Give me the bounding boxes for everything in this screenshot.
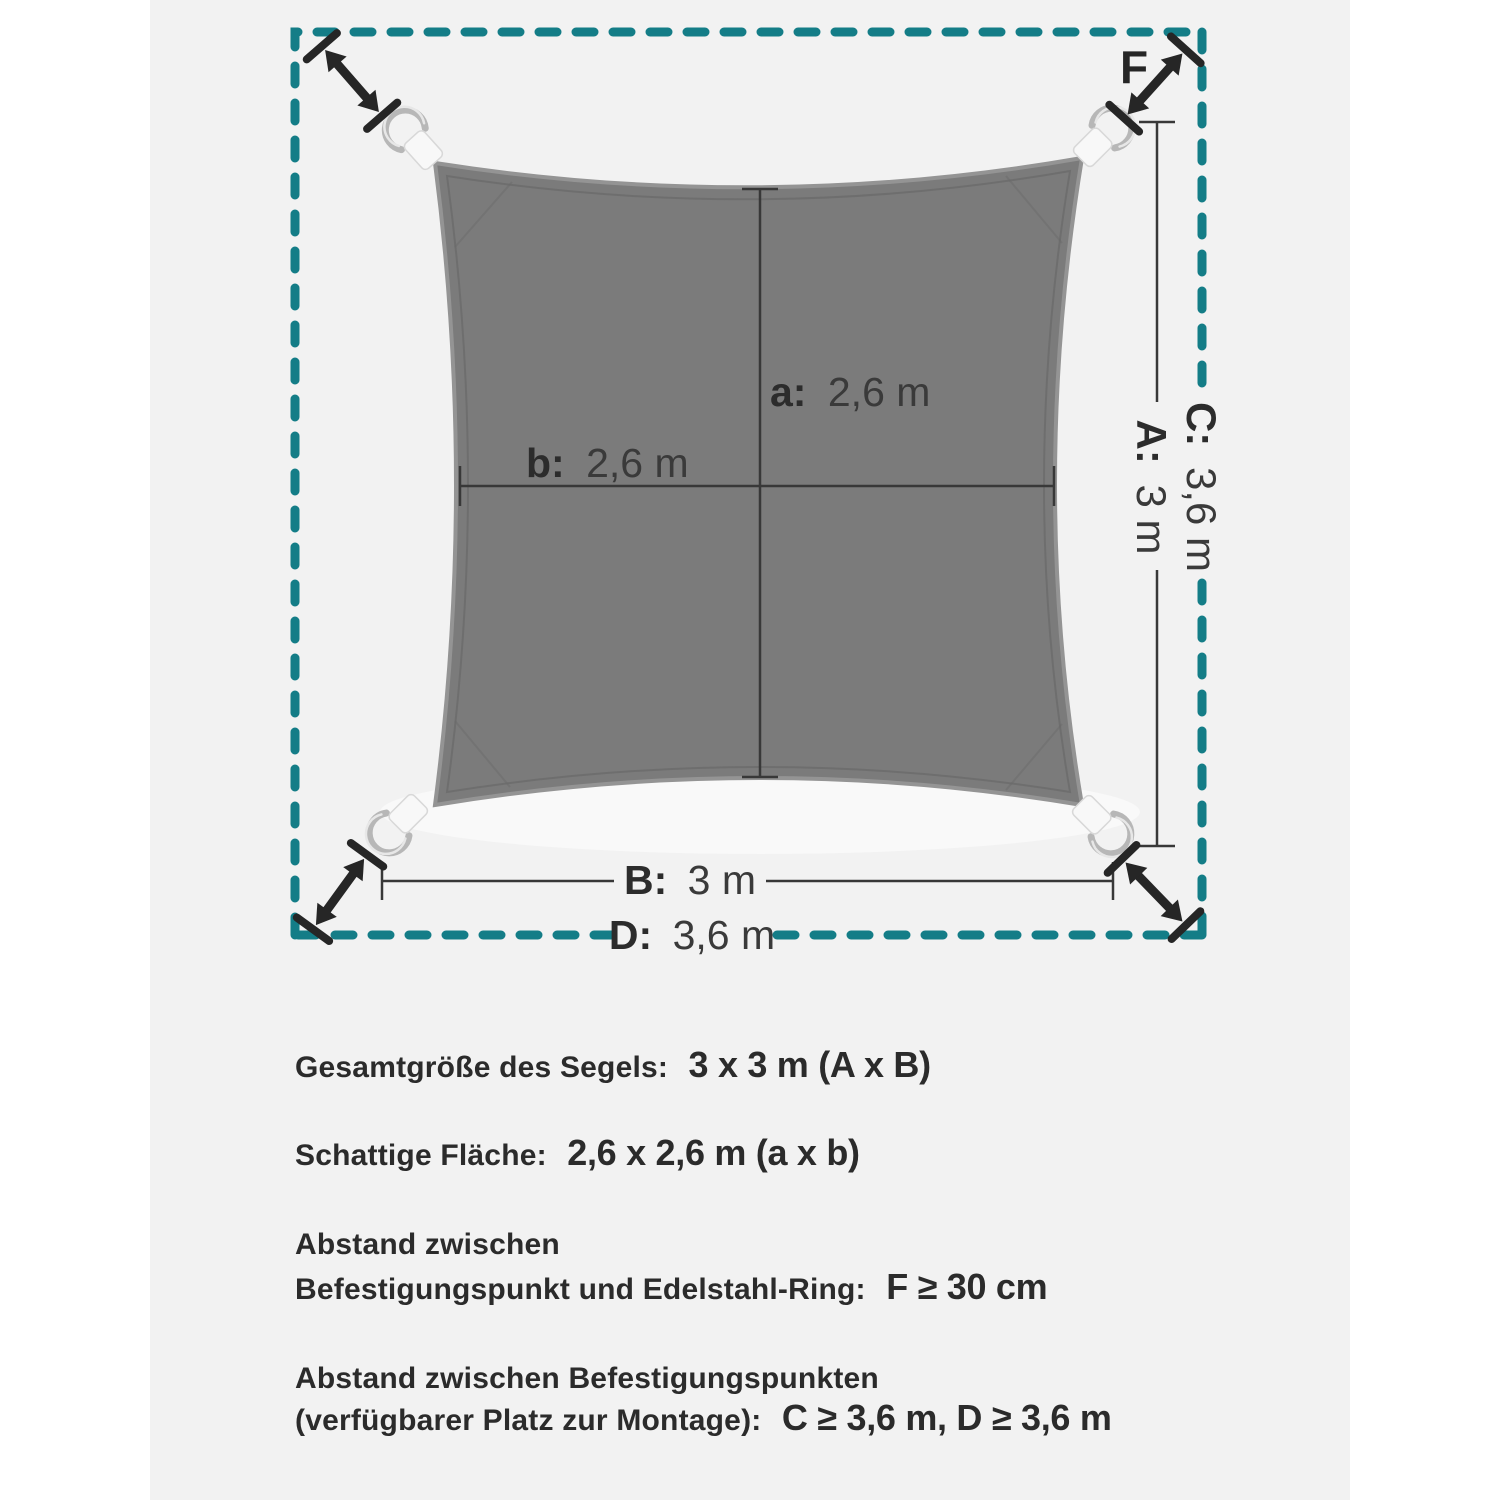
label-F: F (1119, 41, 1149, 93)
distance-arrow-top-left (307, 33, 398, 129)
spec-mount-distance-value: C ≥ 3,6 m, D ≥ 3,6 m (781, 1397, 1112, 1438)
spec-shaded-area-label: Schattige Fläche: (295, 1139, 547, 1172)
spec-mount-distance-line2: (verfügbarer Platz zur Montage): C ≥ 3,6 m, D ≥ 3,6 m (295, 1397, 1112, 1438)
label-a: a: 2,6 m (770, 369, 931, 415)
spec-total-size-label: Gesamtgröße des Segels: (295, 1051, 669, 1084)
spec-ring-distance-value: F ≥ 30 cm (886, 1266, 1048, 1307)
spec-total-size (295, 1044, 931, 1085)
spec-shaded-area (295, 1132, 860, 1173)
spec-total-size-value: 3 x 3 m (A x B) (688, 1044, 931, 1085)
label-C: C: 3,6 m (1178, 401, 1225, 573)
label-D: D: 3,6 m (608, 912, 776, 958)
label-b: b: 2,6 m (526, 440, 689, 486)
spec-ring-distance-line2: Befestigungspunkt und Edelstahl-Ring: F ≥ 30 cm (295, 1266, 1048, 1307)
spec-shaded-area-value: 2,6 x 2,6 m (a x b) (567, 1132, 860, 1173)
label-B: B: 3 m (623, 857, 757, 903)
distance-arrow-bottom-right (1108, 845, 1201, 939)
spec-ring-distance-line1: Abstand zwischen (295, 1228, 560, 1261)
distance-arrow-bottom-left (297, 843, 383, 941)
spec-mount-distance-line1: Abstand zwischen Befestigungspunkten (295, 1362, 879, 1395)
label-A: A: 3 m (1128, 419, 1175, 555)
